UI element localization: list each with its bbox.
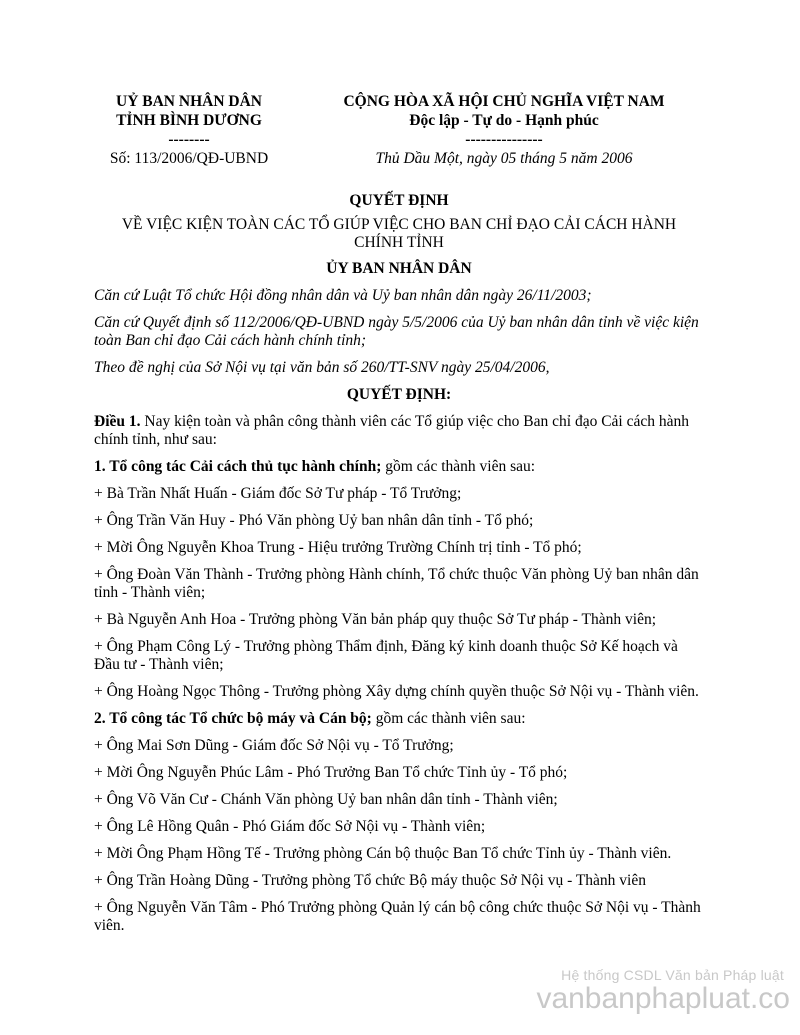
list-item: + Mời Ông Nguyễn Phúc Lâm - Phó Trưởng Ban Tổ chức Tỉnh ủy - Tổ phó; bbox=[94, 764, 568, 781]
document-header bbox=[94, 92, 704, 172]
list-item: + Ông Mai Sơn Dũng - Giám đốc Sở Nội vụ - Tổ Trưởng; bbox=[94, 737, 454, 754]
list-item: + Ông Trần Văn Huy - Phó Văn phòng Uỷ ban nhân dân tỉnh - Tổ phó; bbox=[94, 512, 534, 529]
authority-line-1: UỶ BAN NHÂN DÂN bbox=[116, 93, 262, 110]
motto-line-2: Độc lập - Tự do - Hạnh phúc bbox=[409, 112, 599, 129]
group-1-suffix: gồm các thành viên sau: bbox=[381, 458, 536, 475]
issuing-authority bbox=[94, 92, 284, 168]
preamble-2: Căn cứ Quyết định số 112/2006/QĐ-UBND ngày 5/5/2006 của Uỷ ban nhân dân tỉnh về việc kiện toàn Ban chỉ đạo Cải cách hành chính tỉnh; bbox=[94, 314, 699, 349]
preamble-1: Căn cứ Luật Tổ chức Hội đồng nhân dân và Uỷ ban nhân dân ngày 26/11/2003; bbox=[94, 287, 592, 304]
authority-line-2: TỈNH BÌNH DƯƠNG bbox=[116, 112, 262, 129]
list-item: + Ông Lê Hồng Quân - Phó Giám đốc Sở Nội vụ - Thành viên; bbox=[94, 818, 486, 835]
group-2-suffix: gồm các thành viên sau: bbox=[371, 710, 526, 727]
group-2-title: 2. Tổ công tác Tổ chức bộ máy và Cán bộ; bbox=[94, 710, 372, 727]
authority-separator: -------- bbox=[168, 131, 210, 148]
motto-line-1: CỘNG HÒA XÃ HỘI CHỦ NGHĨA VIỆT NAM bbox=[343, 93, 665, 110]
list-item: + Mời Ông Nguyễn Khoa Trung - Hiệu trưởng Trường Chính trị tỉnh - Tổ phó; bbox=[94, 539, 582, 556]
document-number: Số: 113/2006/QĐ-UBND bbox=[109, 150, 269, 167]
list-item: + Ông Võ Văn Cư - Chánh Văn phòng Uỷ ban nhân dân tỉnh - Thành viên; bbox=[94, 791, 558, 808]
list-item: + Ông Hoàng Ngọc Thông - Trưởng phòng Xây dựng chính quyền thuộc Sở Nội vụ - Thành viên. bbox=[94, 683, 699, 700]
document-title: QUYẾT ĐỊNH bbox=[349, 192, 449, 209]
list-item: + Ông Đoàn Văn Thành - Trưởng phòng Hành chính, Tổ chức thuộc Văn phòng Uỷ ban nhân dân tỉnh - Thành viên; bbox=[94, 566, 699, 601]
list-item: + Ông Nguyễn Văn Tâm - Phó Trưởng phòng Quản lý cán bộ công chức thuộc Sở Nội vụ - Thành viên. bbox=[94, 899, 701, 934]
watermark-caption: Hệ thống CSDL Văn bản Pháp luật bbox=[561, 967, 784, 983]
article-1-label: Điều 1. bbox=[94, 413, 141, 430]
article-1-text: Nay kiện toàn và phân công thành viên các Tổ giúp việc cho Ban chỉ đạo Cải cách hành chính tỉnh, như sau: bbox=[94, 413, 689, 448]
list-item: + Ông Phạm Công Lý - Trưởng phòng Thẩm định, Đăng ký kinh doanh thuộc Sở Kế hoạch và Đầu tư - Thành viên; bbox=[94, 638, 678, 673]
document-page bbox=[94, 92, 704, 935]
place-date: Thủ Dầu Một, ngày 05 tháng 5 năm 2006 bbox=[375, 150, 633, 167]
decision-heading: QUYẾT ĐỊNH: bbox=[346, 386, 452, 403]
list-item: + Ông Trần Hoàng Dũng - Trưởng phòng Tổ chức Bộ máy thuộc Sở Nội vụ - Thành viên bbox=[94, 872, 646, 889]
national-motto bbox=[294, 92, 714, 168]
group-1-heading bbox=[94, 458, 704, 476]
watermark-site: vanbanphapluat.co bbox=[536, 982, 790, 1015]
issuer-heading: ỦY BAN NHÂN DÂN bbox=[326, 260, 472, 277]
list-item: + Bà Nguyễn Anh Hoa - Trưởng phòng Văn bản pháp quy thuộc Sở Tư pháp - Thành viên; bbox=[94, 611, 657, 628]
group-2-heading bbox=[94, 710, 704, 728]
list-item: + Mời Ông Phạm Hồng Tế - Trưởng phòng Cán bộ thuộc Ban Tổ chức Tỉnh ủy - Thành viên. bbox=[94, 845, 672, 862]
preamble-3: Theo đề nghị của Sở Nội vụ tại văn bản số 260/TT-SNV ngày 25/04/2006, bbox=[94, 359, 550, 376]
motto-separator: --------------- bbox=[465, 131, 543, 148]
article-1 bbox=[94, 413, 704, 449]
list-item: + Bà Trần Nhất Huấn - Giám đốc Sở Tư pháp - Tổ Trưởng; bbox=[94, 485, 462, 502]
group-1-title: 1. Tổ công tác Cải cách thủ tục hành chính; bbox=[94, 458, 382, 475]
document-subtitle: VỀ VIỆC KIỆN TOÀN CÁC TỔ GIÚP VIỆC CHO BAN CHỈ ĐẠO CẢI CÁCH HÀNH CHÍNH TỈNH bbox=[121, 216, 677, 251]
